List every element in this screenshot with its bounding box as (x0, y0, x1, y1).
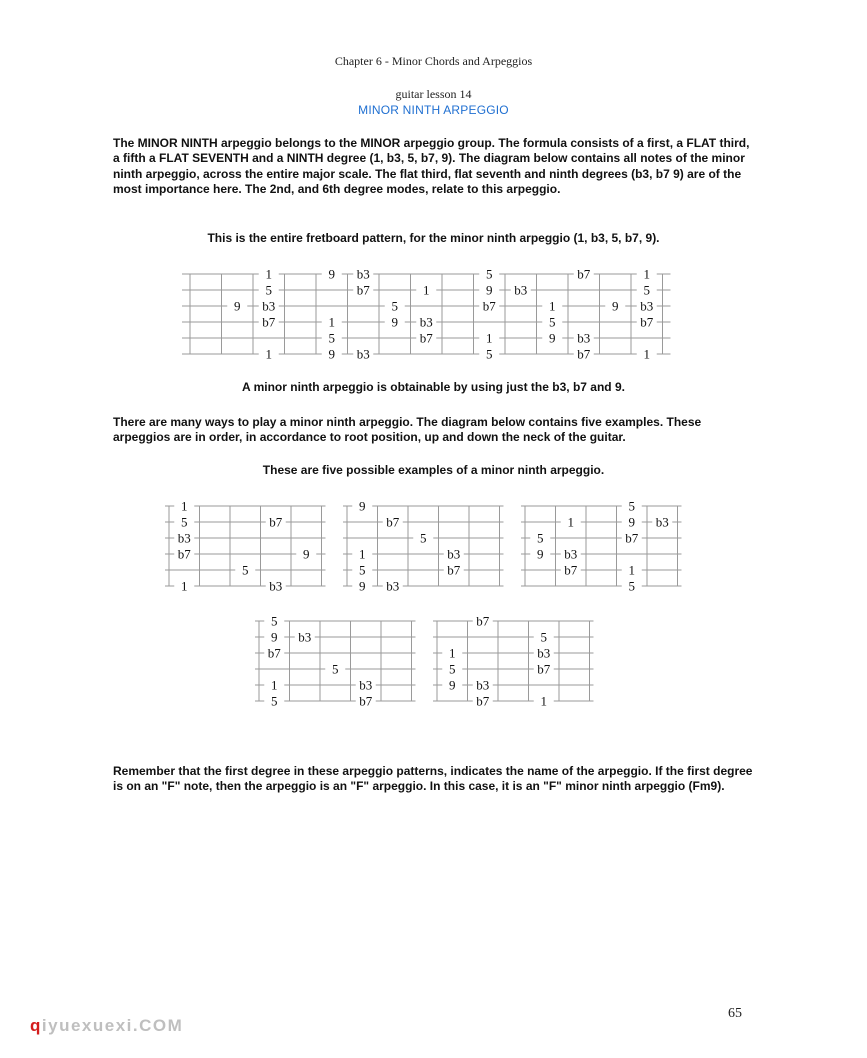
note-degree: b3 (262, 298, 276, 314)
note-degree: 9 (359, 578, 366, 594)
note-degree: 5 (486, 266, 493, 282)
note-degree: 9 (271, 629, 278, 645)
note-degree: b3 (447, 546, 461, 562)
note-degree: b3 (298, 629, 312, 645)
note-degree: 9 (628, 514, 635, 530)
note-degree: b3 (476, 677, 490, 693)
note-degree: 5 (265, 282, 272, 298)
note-degree: b3 (655, 514, 669, 530)
watermark-text: iyuexuexi.COM (41, 1016, 184, 1035)
example-2-diagram (343, 498, 521, 594)
note-degree: b3 (537, 645, 551, 661)
note-degree: 5 (449, 661, 456, 677)
note-degree: 1 (540, 693, 547, 709)
note-degree: 1 (328, 314, 335, 330)
note-degree: 5 (328, 330, 335, 346)
note-degree: b7 (177, 546, 191, 562)
note-degree: 1 (181, 578, 188, 594)
intro-paragraph: The MINOR NINTH arpeggio belongs to the MINOR arpeggio group. The formula consists of a first, a FLAT third, a fifth a FLAT SEVENTH and a NINTH degree (1, b3, 5, b7, 9). The diagram below contains all notes of the minor ninth arpeggio, across the entire major scale. The flat third, flat seventh and ninth degrees (b3, b7 9) are of the most importance here. The 2nd, and 6th degree modes, relate to this arpeggio. (113, 136, 750, 196)
watermark (30, 1016, 183, 1036)
note-degree: 5 (420, 530, 427, 546)
example-4-diagram (255, 613, 433, 709)
note-degree: b7 (482, 298, 496, 314)
note-degree: b7 (476, 613, 490, 629)
note-degree: 5 (537, 530, 544, 546)
note-degree: 1 (423, 282, 430, 298)
note-degree: b7 (359, 693, 373, 709)
note-degree: b7 (564, 562, 578, 578)
note-degree: 1 (359, 546, 366, 562)
example-1-diagram (165, 498, 343, 594)
page-number: 65 (728, 1006, 742, 1021)
note-degree: b7 (356, 282, 370, 298)
note-degree: b3 (359, 677, 373, 693)
lesson-label: guitar lesson 14 (395, 87, 472, 101)
note-degree: 5 (332, 661, 339, 677)
note-degree: 5 (181, 514, 188, 530)
note-degree: b3 (640, 298, 654, 314)
note-degree: b7 (577, 266, 591, 282)
note-degree: 9 (612, 298, 619, 314)
note-degree: b3 (356, 266, 370, 282)
note-degree: 9 (549, 330, 556, 346)
note-degree: 9 (449, 677, 456, 693)
example-3-diagram (521, 498, 699, 594)
note-degree: 1 (486, 330, 493, 346)
note-degree: 1 (549, 298, 556, 314)
note-degree: 9 (328, 346, 335, 362)
note-degree: 9 (328, 266, 335, 282)
note-degree: 5 (391, 298, 398, 314)
note-degree: 5 (643, 282, 650, 298)
note-degree: 1 (265, 266, 272, 282)
note-degree: 9 (486, 282, 493, 298)
note-degree: 1 (567, 514, 574, 530)
note-degree: 5 (628, 578, 635, 594)
note-degree: 1 (643, 346, 650, 362)
fretboard-caption: This is the entire fretboard pattern, for the minor ninth arpeggio (1, b3, 5, b7, 9). (207, 231, 660, 245)
note-degree: b7 (419, 330, 433, 346)
note-degree: b7 (640, 314, 654, 330)
note-degree: b3 (564, 546, 578, 562)
note-degree: 1 (643, 266, 650, 282)
note-degree: 5 (359, 562, 366, 578)
note-degree: 5 (242, 562, 249, 578)
note-degree: 1 (265, 346, 272, 362)
note-degree: b7 (577, 346, 591, 362)
note-degree: b7 (447, 562, 461, 578)
note-degree: 9 (303, 546, 310, 562)
note-degree: 1 (449, 645, 456, 661)
note-degree: 5 (271, 613, 278, 629)
note-degree: b7 (267, 645, 281, 661)
obtainable-text: A minor ninth arpeggio is obtainable by using just the b3, b7 and 9. (242, 380, 625, 394)
ways-paragraph: There are many ways to play a minor ninth arpeggio. The diagram below contains five examples. These arpeggios are in order, in accordance to root position, up and down the neck of the guitar. (113, 415, 702, 445)
note-degree: 5 (271, 693, 278, 709)
note-degree: 9 (234, 298, 241, 314)
note-degree: 5 (486, 346, 493, 362)
note-degree: b3 (269, 578, 283, 594)
note-degree: 9 (359, 498, 366, 514)
note-degree: 1 (628, 562, 635, 578)
note-degree: b7 (269, 514, 283, 530)
note-degree: b7 (625, 530, 639, 546)
note-degree: 5 (628, 498, 635, 514)
note-degree: b3 (419, 314, 433, 330)
lesson-title: MINOR NINTH ARPEGGIO (358, 103, 509, 117)
note-degree: 1 (181, 498, 188, 514)
note-degree: b3 (577, 330, 591, 346)
closing-paragraph: Remember that the first degree in these arpeggio patterns, indicates the name of the arpeggio. If the first degree is on an "F" note, then the arpeggio is an "F" arpeggio. In this case, it is an "F" minor ninth arpeggio (Fm9). (113, 764, 753, 794)
chapter-heading: Chapter 6 - Minor Chords and Arpeggios (334, 54, 533, 68)
full-fretboard-diagram (182, 266, 682, 362)
examples-caption: These are five possible examples of a minor ninth arpeggio. (262, 463, 605, 477)
note-degree: b3 (514, 282, 528, 298)
watermark-letter: q (30, 1016, 42, 1035)
example-5-diagram (433, 613, 611, 709)
note-degree: b7 (476, 693, 490, 709)
note-degree: b3 (386, 578, 400, 594)
note-degree: 9 (537, 546, 544, 562)
note-degree: 5 (549, 314, 556, 330)
note-degree: 9 (391, 314, 398, 330)
note-degree: b7 (262, 314, 276, 330)
note-degree: 5 (540, 629, 547, 645)
note-degree: b3 (177, 530, 191, 546)
note-degree: b7 (537, 661, 551, 677)
note-degree: b7 (386, 514, 400, 530)
note-degree: b3 (356, 346, 370, 362)
note-degree: 1 (271, 677, 278, 693)
